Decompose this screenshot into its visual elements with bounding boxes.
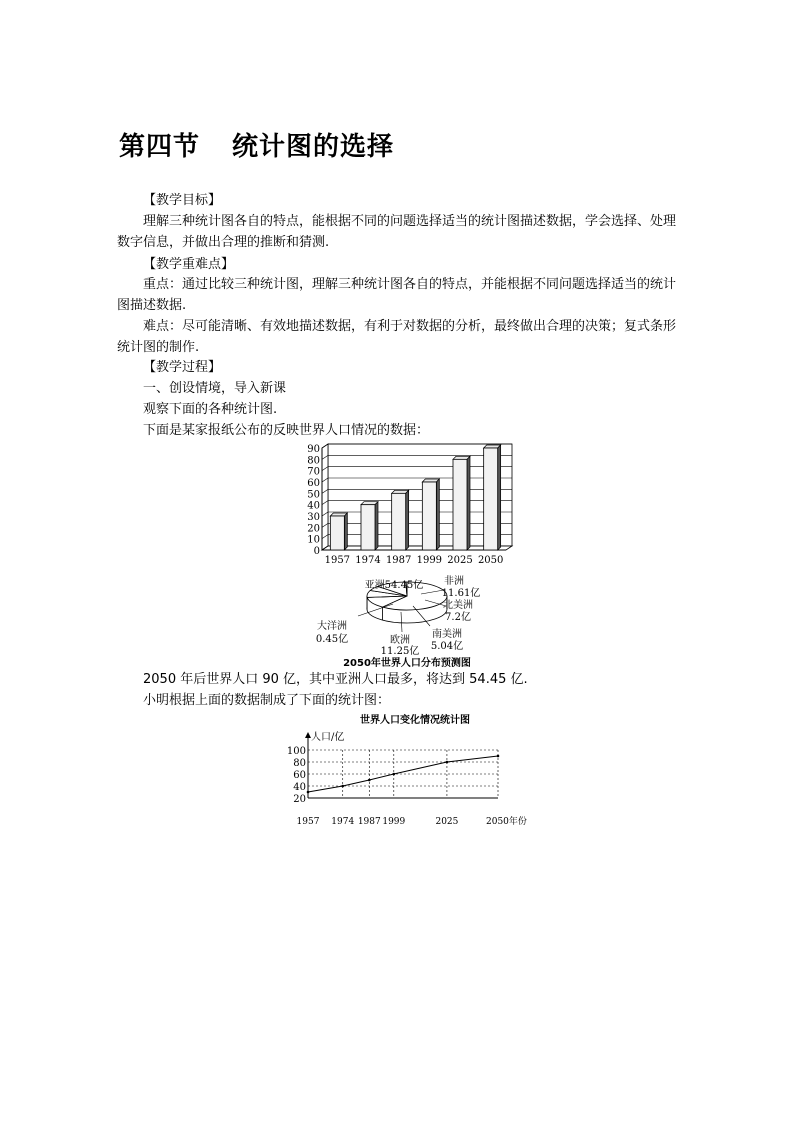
bar-side — [406, 490, 409, 550]
pie-label: 欧洲 — [390, 635, 410, 646]
bar-side-wall — [322, 444, 328, 550]
line-y-tick-label: 20 — [293, 794, 306, 805]
observe-text: 观察下面的各种统计图. — [143, 402, 278, 417]
pie-label: 5.04亿 — [430, 641, 464, 652]
bar-y-tick-label: 30 — [307, 512, 320, 523]
bar-y-tick-label: 50 — [307, 489, 320, 501]
line-x-tick-label: 1999 — [382, 817, 406, 827]
bar — [392, 493, 406, 550]
key-heading: 【教学重难点】 — [143, 257, 235, 272]
bar-y-tick-label: 60 — [307, 478, 320, 489]
line-x-tick-label: 1957 — [296, 817, 320, 827]
pie-label: 大洋洲 — [317, 621, 347, 632]
difficulty-text: 难点：尽可能清晰、有效地描述数据，有利于对数据的分析，最终做出合理的决策；复式条形统计图的制作. — [117, 319, 677, 355]
pie-label: 7.2亿 — [445, 612, 471, 623]
line-y-tick-label: 60 — [293, 770, 306, 781]
line-x-tick-label: 2050年份 — [486, 817, 527, 827]
bar-y-tick-label: 10 — [307, 534, 320, 546]
step1: 一、创设情境，导入新课 — [143, 381, 287, 396]
line-chart — [285, 710, 545, 835]
bar-y-tick-label: 0 — [313, 546, 320, 557]
xiaoming-text: 小明根据上面的数据制成了下面的统计图： — [143, 693, 391, 708]
page-title — [119, 126, 394, 163]
line-y-axis-label: 人口/亿 — [311, 732, 345, 743]
bar-y-tick-label: 80 — [307, 455, 320, 467]
line-point — [307, 791, 310, 794]
bar-side — [375, 502, 378, 550]
bar-x-tick-label: 1987 — [385, 555, 412, 566]
goals-text: 理解三种统计图各自的特点，能根据不同的问题选择适当的统计图描述数据，学会选择、处理数字信息，并做出合理的推断和猜测. — [117, 214, 677, 250]
line-x-tick-label: 1987 — [357, 817, 381, 827]
bar-side — [467, 456, 470, 550]
title-section: 第四节 — [119, 132, 201, 162]
bar — [484, 448, 498, 550]
pie-label: 亚洲54.45亿 — [364, 580, 424, 591]
line-point — [341, 785, 344, 788]
line-x-tick-label: 2025 — [435, 817, 459, 827]
pie-label: 非洲 — [444, 576, 464, 587]
line-chart-title: 世界人口变化情况统计图 — [360, 715, 470, 726]
pie-chart — [310, 570, 510, 670]
bar-side — [498, 445, 501, 550]
bar — [453, 459, 467, 550]
line-point — [368, 779, 371, 782]
bar — [330, 516, 344, 550]
bar-side — [344, 513, 347, 550]
bar-y-tick-label: 90 — [307, 444, 320, 455]
bar-x-tick-label: 1957 — [324, 555, 351, 566]
key-point-text: 重点：通过比较三种统计图，理解三种统计图各自的特点，并能根据不同问题选择适当的统计图描述数据. — [117, 277, 677, 313]
line-x-tick-label: 1974 — [331, 817, 355, 827]
bar-x-tick-label: 1999 — [416, 555, 443, 566]
pie-label: 北美洲 — [443, 600, 473, 611]
bar — [361, 505, 375, 550]
line-point — [446, 761, 449, 764]
pie-label: 0.45亿 — [315, 634, 349, 645]
bar-side — [436, 479, 439, 550]
pie-title: 2050年世界人口分布预测图 — [343, 658, 471, 669]
pie-label: 11.61亿 — [441, 588, 481, 599]
newspaper-text: 下面是某家报纸公布的反映世界人口情况的数据： — [143, 423, 430, 438]
bar-x-tick-label: 2025 — [447, 555, 473, 566]
bar-y-tick-label: 20 — [307, 523, 320, 535]
bar-y-tick-label: 40 — [307, 500, 320, 512]
process-heading: 【教学过程】 — [143, 360, 222, 375]
bar-x-tick-label: 1974 — [355, 555, 381, 566]
pie-label: 11.25亿 — [380, 646, 420, 657]
bar-x-tick-label: 2050 — [477, 555, 504, 566]
title-topic: 统计图的选择 — [232, 132, 395, 162]
key-paragraph — [117, 274, 683, 316]
line-point — [393, 773, 396, 776]
line-y-tick-label: 40 — [293, 782, 306, 793]
goals-paragraph — [117, 211, 683, 253]
line-y-tick-label: 100 — [286, 746, 306, 757]
difficulty-paragraph — [117, 316, 683, 358]
bar-y-tick-label: 70 — [307, 466, 320, 478]
goals-heading: 【教学目标】 — [143, 193, 222, 208]
bar-chart — [300, 440, 525, 568]
line-point — [497, 755, 500, 758]
pie-label: 南美洲 — [432, 629, 462, 640]
bar — [422, 482, 436, 550]
line-y-tick-label: 80 — [293, 758, 306, 769]
after-2050-text: 2050 年后世界人口 90 亿，其中亚洲人口最多，将达到 54.45 亿. — [143, 672, 528, 687]
